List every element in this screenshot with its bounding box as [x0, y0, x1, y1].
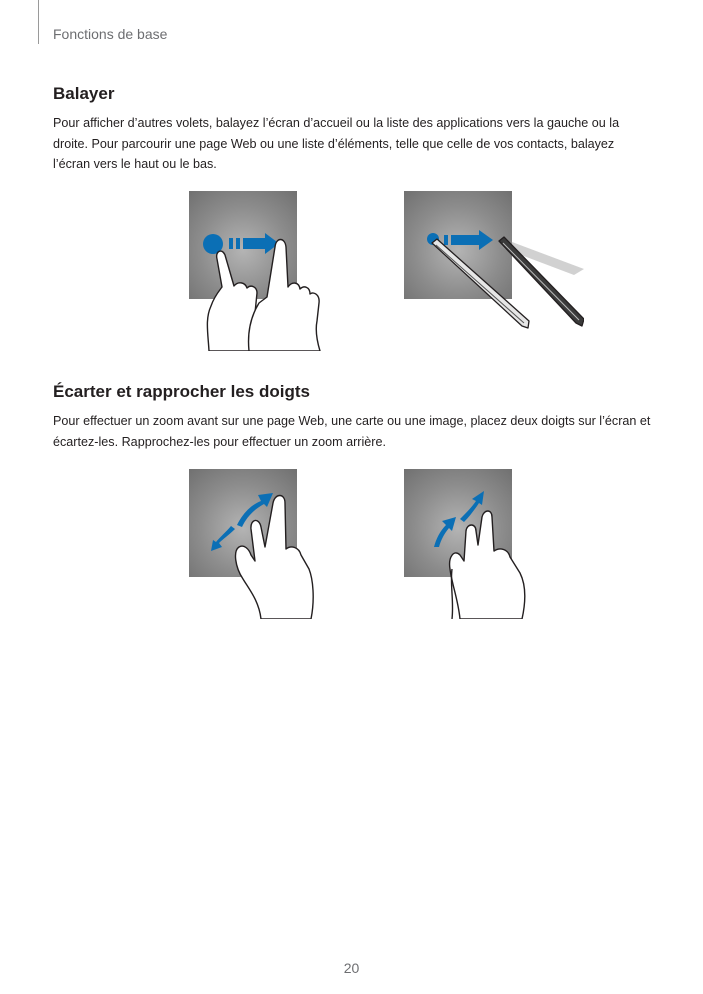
section-body-ecarter: Pour effectuer un zoom avant sur une page Web, une carte ou une image, placez deux doigts sur l’écran et écartez-les. Rapprochez-les pour effectuer un zoom arrière.: [53, 414, 651, 449]
section-title-ecarter: Écarter et rapprocher les doigts: [53, 382, 310, 401]
pinch-fingers-illustration: [404, 469, 564, 629]
section-body-balayer: Pour afficher d’autres volets, balayez l’écran d’accueil ou la liste des applications vers la gauche ou la droite. Pour parcourir une page Web ou une liste d’éléments, telle que celle de vos contacts, balayez l’écran vers le haut ou le bas.: [53, 116, 620, 171]
page-number: 20: [343, 960, 360, 976]
arrow-right-icon: [444, 230, 493, 250]
swipe-finger-illustration: [189, 191, 349, 351]
hand-icon: [450, 511, 525, 619]
section-title-balayer: Balayer: [53, 84, 115, 103]
page-margin-rule: [38, 0, 39, 44]
stylus-icon: [432, 237, 584, 328]
spread-fingers-illustration: [189, 469, 349, 629]
hand-icon: [207, 240, 320, 352]
swipe-stylus-illustration: [404, 191, 564, 351]
chapter-header: Fonctions de base: [53, 26, 168, 42]
arrow-right-icon: [229, 233, 279, 254]
